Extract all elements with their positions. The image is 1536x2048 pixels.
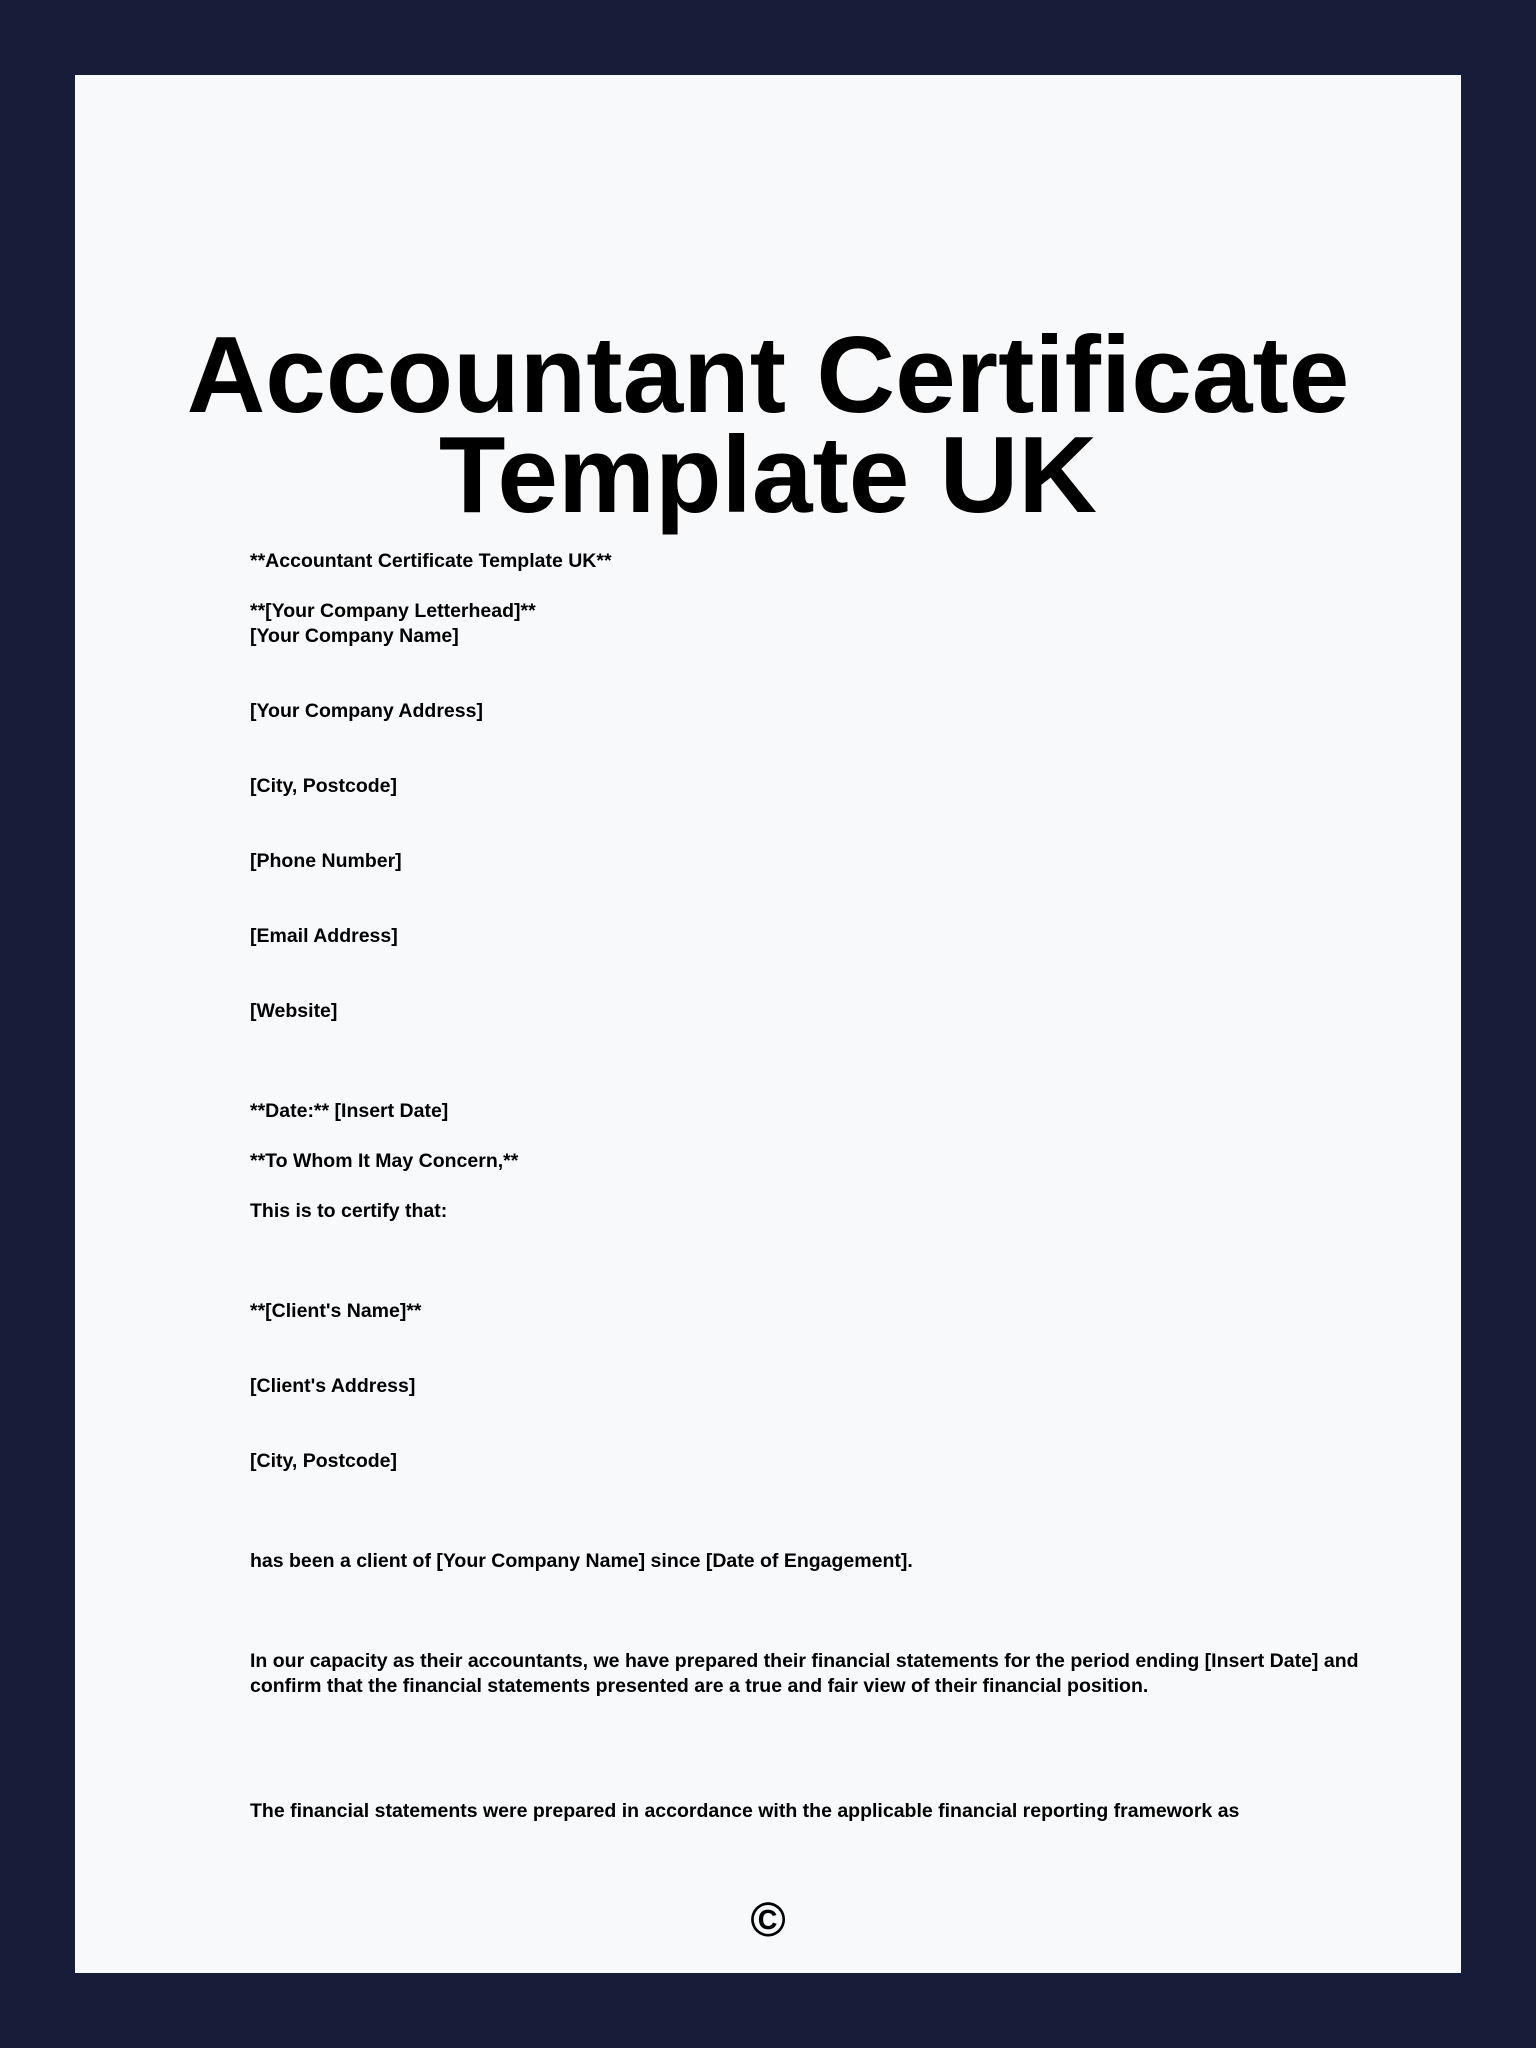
company-email: [Email Address]: [250, 925, 398, 947]
letterhead-label: **[Your Company Letterhead]**: [250, 600, 536, 622]
client-address: [Client's Address]: [250, 1375, 416, 1397]
client-city-postcode: [City, Postcode]: [250, 1450, 397, 1472]
paragraph-framework: The financial statements were prepared in accordance with the applicable financial reporting framework as: [250, 1800, 1240, 1822]
body-heading: **Accountant Certificate Template UK**: [250, 550, 612, 572]
company-phone: [Phone Number]: [250, 850, 402, 872]
certify-intro: This is to certify that:: [250, 1200, 448, 1222]
salutation: **To Whom It May Concern,**: [250, 1150, 519, 1172]
document-title: Accountant Certificate Template UK: [186, 314, 1350, 536]
company-website: [Website]: [250, 1000, 338, 1022]
paragraph-engagement: has been a client of [Your Company Name] since [Date of Engagement].: [250, 1550, 913, 1572]
company-address: [Your Company Address]: [250, 700, 483, 722]
client-name: **[Client's Name]**: [250, 1300, 422, 1322]
company-name: [Your Company Name]: [250, 625, 459, 647]
copyright-icon: ©: [750, 1894, 786, 1947]
paragraph-financial-statements: In our capacity as their accountants, we have prepared their financial statements for the period ending [Insert Date] and confirm that the financial statements presented are a true and fair view of their financial position.: [250, 1650, 1359, 1697]
date-line: **Date:** [Insert Date]: [250, 1100, 449, 1122]
document-page: [75, 75, 1461, 1973]
company-city-postcode: [City, Postcode]: [250, 775, 397, 797]
